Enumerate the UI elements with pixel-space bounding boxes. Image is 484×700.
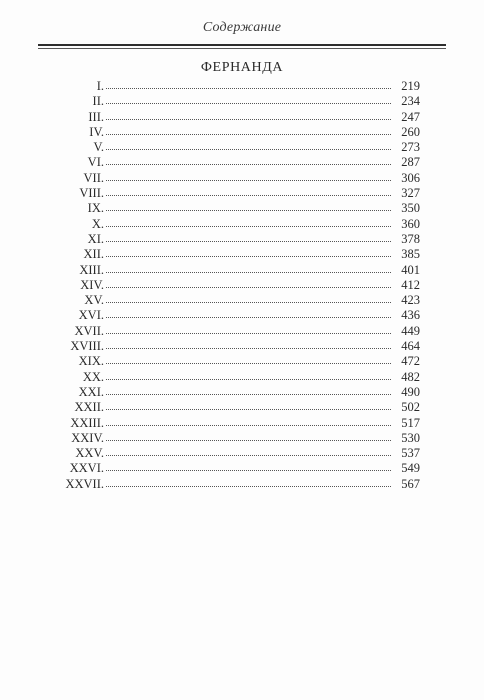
- toc-entry: [64, 201, 420, 216]
- toc-page-number: 360: [401, 216, 420, 231]
- toc-dot-leader: [106, 241, 391, 242]
- toc-dot-leader: [106, 379, 391, 380]
- toc-entry: [64, 293, 420, 308]
- toc-page-number: 549: [401, 461, 420, 476]
- toc-chapter-number: V.: [93, 140, 104, 155]
- toc-entry: [64, 125, 420, 140]
- toc-chapter-number: XXV.: [75, 446, 104, 461]
- toc-entry: [64, 446, 420, 461]
- toc-chapter-number: IV.: [89, 124, 104, 139]
- toc-page-number: 287: [401, 155, 420, 170]
- toc-dot-leader: [106, 119, 391, 120]
- section-title: ФЕРНАНДА: [200, 60, 284, 75]
- toc-entry: [64, 140, 420, 155]
- toc-page-number: 423: [401, 293, 420, 308]
- toc-chapter-number: XXII.: [74, 400, 104, 415]
- toc-page-number: 472: [401, 354, 420, 369]
- toc-chapter-number: XXVII.: [65, 476, 104, 491]
- toc-chapter-number: XX.: [82, 369, 104, 384]
- toc-entry: [64, 232, 420, 247]
- toc-page-number: 327: [401, 186, 420, 201]
- toc-dot-leader: [106, 348, 391, 349]
- toc-entry: [64, 155, 420, 170]
- toc-entry: [64, 186, 420, 201]
- toc-chapter-number: XXVI.: [69, 461, 104, 476]
- toc-dot-leader: [106, 394, 391, 395]
- toc-dot-leader: [106, 164, 391, 165]
- toc-dot-leader: [106, 287, 391, 288]
- toc-dot-leader: [106, 302, 391, 303]
- toc-entry: [64, 431, 420, 446]
- toc-entry: [64, 247, 420, 262]
- toc-page-number: 482: [401, 369, 420, 384]
- toc-entry: [64, 324, 420, 339]
- toc-page-number: 273: [401, 140, 420, 155]
- toc-chapter-number: X.: [91, 216, 104, 231]
- toc-page-number: 530: [401, 430, 420, 445]
- running-head: Содержание: [202, 20, 282, 35]
- toc-dot-leader: [106, 409, 391, 410]
- toc-dot-leader: [106, 210, 391, 211]
- toc-dot-leader: [106, 470, 391, 471]
- toc-entry: [64, 79, 420, 94]
- toc-entry: [64, 354, 420, 369]
- toc-dot-leader: [106, 486, 391, 487]
- toc-dot-leader: [106, 195, 391, 196]
- toc-chapter-number: XXI.: [78, 384, 104, 399]
- toc-dot-leader: [106, 272, 391, 273]
- toc-chapter-number: XIX.: [78, 354, 104, 369]
- toc-page-number: 537: [401, 446, 420, 461]
- toc-chapter-number: IX.: [87, 201, 104, 216]
- toc-chapter-number: XV.: [84, 293, 104, 308]
- toc-page-number: 260: [401, 124, 420, 139]
- toc-chapter-number: III.: [88, 109, 104, 124]
- toc-entry: [64, 339, 420, 354]
- toc-chapter-number: XXIII.: [70, 415, 104, 430]
- toc-dot-leader: [106, 134, 391, 135]
- toc-entry: [64, 308, 420, 323]
- toc-entry: [64, 217, 420, 232]
- toc-dot-leader: [106, 256, 391, 257]
- toc-page-number: 490: [401, 384, 420, 399]
- toc-page-number: 385: [401, 247, 420, 262]
- toc-entry: [64, 263, 420, 278]
- toc-chapter-number: II.: [92, 94, 104, 109]
- toc-chapter-number: XVIII.: [70, 339, 104, 354]
- toc-entry: [64, 94, 420, 109]
- toc-page-number: 464: [401, 339, 420, 354]
- toc-chapter-number: I.: [96, 79, 104, 93]
- toc-dot-leader: [106, 103, 391, 104]
- toc-chapter-number: XIII.: [79, 262, 104, 277]
- toc-chapter-number: XII.: [83, 247, 104, 262]
- toc-entry: [64, 370, 420, 385]
- toc-page-number: 350: [401, 201, 420, 216]
- toc-page-number: 401: [401, 262, 420, 277]
- toc-page-number: 247: [401, 109, 420, 124]
- toc-page-number: 567: [401, 476, 420, 491]
- toc-entry: [64, 400, 420, 415]
- toc-dot-leader: [106, 440, 391, 441]
- toc-chapter-number: XXIV.: [71, 430, 104, 445]
- toc-chapter-number: VIII.: [79, 186, 104, 201]
- toc-chapter-number: VII.: [83, 170, 104, 185]
- toc-chapter-number: XIV.: [80, 277, 104, 292]
- toc-dot-leader: [106, 363, 391, 364]
- toc-entry: [64, 110, 420, 125]
- toc-page-number: 234: [401, 94, 420, 109]
- toc-page-number: 436: [401, 308, 420, 323]
- table-of-contents: [64, 79, 420, 492]
- toc-dot-leader: [106, 149, 391, 150]
- toc-dot-leader: [106, 180, 391, 181]
- toc-entry: [64, 461, 420, 476]
- toc-dot-leader: [106, 455, 391, 456]
- toc-entry: [64, 416, 420, 431]
- toc-page-number: 378: [401, 231, 420, 246]
- toc-page-number: 449: [401, 323, 420, 338]
- toc-chapter-number: XI.: [87, 231, 104, 246]
- toc-dot-leader: [106, 317, 391, 318]
- toc-chapter-number: XVII.: [74, 323, 104, 338]
- header-rule-thick: [38, 44, 446, 46]
- toc-chapter-number: XVI.: [78, 308, 104, 323]
- toc-page-number: 517: [401, 415, 420, 430]
- toc-entry: [64, 278, 420, 293]
- toc-page-number: 502: [401, 400, 420, 415]
- toc-dot-leader: [106, 226, 391, 227]
- toc-dot-leader: [106, 88, 391, 89]
- toc-entry: [64, 385, 420, 400]
- toc-entry: [64, 171, 420, 186]
- toc-page-number: 412: [401, 277, 420, 292]
- header-rule-thin: [38, 48, 446, 49]
- toc-page-number: 306: [401, 170, 420, 185]
- toc-dot-leader: [106, 333, 391, 334]
- toc-chapter-number: VI.: [87, 155, 104, 170]
- toc-dot-leader: [106, 425, 391, 426]
- toc-entry: [64, 477, 420, 492]
- toc-page-number: 219: [401, 79, 420, 93]
